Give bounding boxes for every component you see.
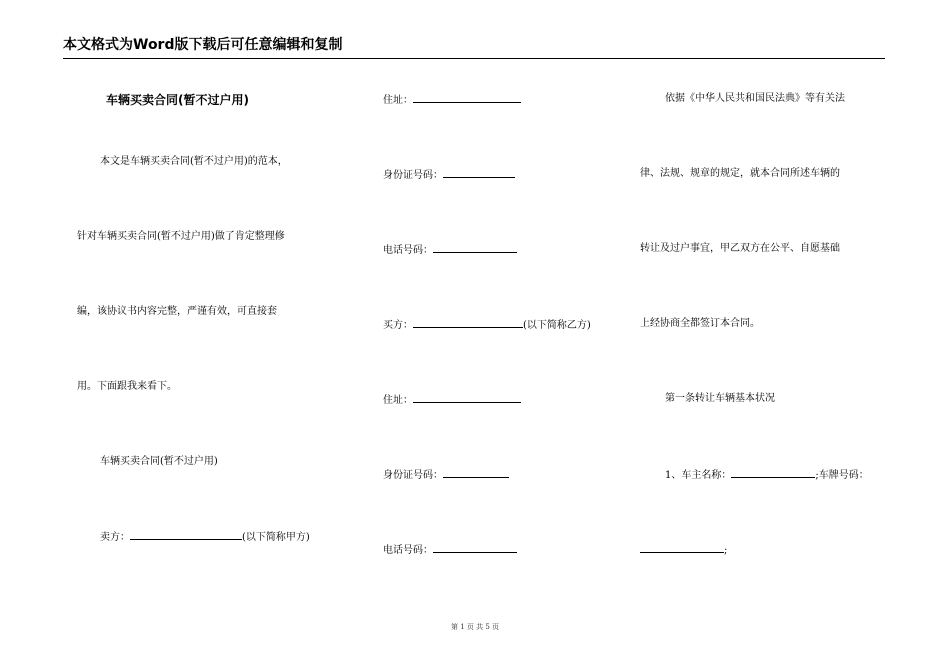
buyer-id-line [383,468,509,482]
intro-line-3: 编，该协议书内容完整，严谨有效，可直接套 [77,306,277,317]
article-1-heading: 第一条转让车辆基本状况 [665,393,775,404]
intro-line-2: 针对车辆买卖合同(暂不过户用)做了肯定整理修 [77,231,285,242]
seller-name-blank [130,530,242,540]
owner-plate-line [665,468,869,482]
id-label: 身份证号码： [383,170,443,181]
plate-label: ;车牌号码： [815,470,869,481]
phone-label: 电话号码： [383,545,433,556]
seller-label: 卖方： [100,532,130,543]
phone-blank [433,243,517,253]
address-label: 住址： [383,395,413,406]
address-blank [413,393,521,403]
document-name: 车辆买卖合同(暂不过户用) [100,456,218,467]
phone-label: 电话号码： [383,245,433,256]
seller-address-line [383,93,521,107]
buyer-line [383,318,591,332]
basis-line-3: 转让及过户事宜，甲乙双方在公平、自愿基础 [640,243,840,254]
basis-line-4: 上经协商全都签订本合同。 [640,318,760,329]
seller-phone-line [383,243,517,257]
contract-title: 车辆买卖合同(暂不过户用) [106,93,249,107]
page-header [63,36,885,59]
buyer-name-blank [413,318,523,328]
buyer-phone-line [383,543,517,557]
address-blank [413,93,521,103]
seller-suffix: (以下简称甲方) [242,532,310,543]
end-mark: ; [724,545,728,556]
header-title: 本文格式为Word版下载后可任意编辑和复制 [63,37,343,53]
id-label: 身份证号码： [383,470,443,481]
seller-id-line [383,168,515,182]
plate-number-line [640,543,727,557]
owner-name-blank [731,468,815,478]
basis-line-2: 律、法规、规章的规定，就本合同所述车辆的 [640,168,840,179]
owner-label: 1、车主名称： [665,470,732,481]
intro-line-1: 本文是车辆买卖合同(暂不过户用)的范本， [100,156,288,167]
phone-blank [433,543,517,553]
intro-line-4: 用。下面跟我来看下。 [77,381,177,392]
plate-number-blank [640,543,724,553]
basis-line-1: 依据《中华人民共和国民法典》等有关法 [665,93,845,104]
buyer-address-line [383,393,521,407]
id-blank [443,468,509,478]
buyer-suffix: (以下简称乙方) [523,320,591,331]
buyer-label: 买方： [383,320,413,331]
id-blank [443,168,515,178]
address-label: 住址： [383,95,413,106]
seller-line [100,530,310,544]
page-footer: 第 1 页 共 5 页 [450,623,500,631]
